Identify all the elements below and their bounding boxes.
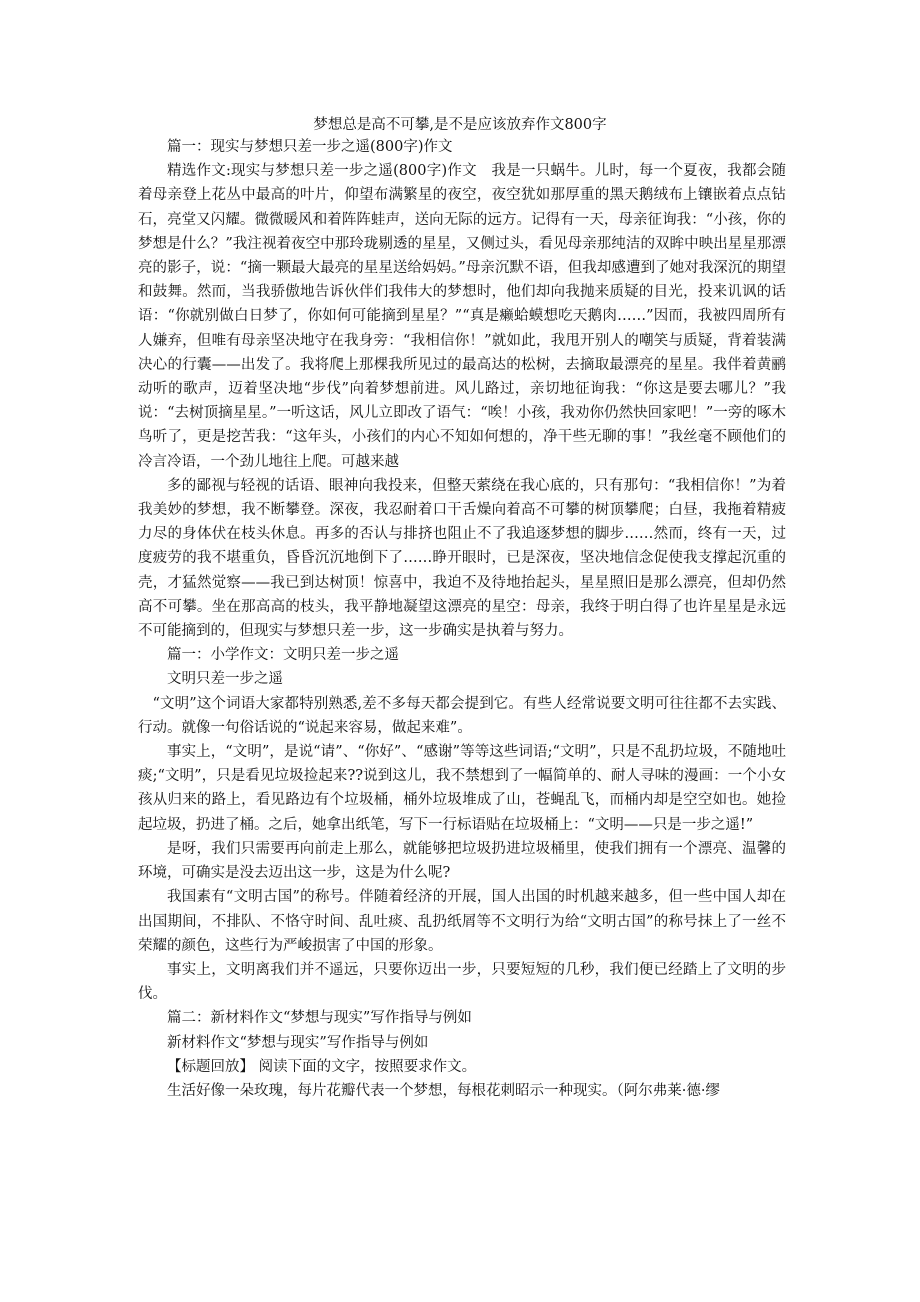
paragraph: 篇一：小学作文：文明只差一步之遥 [167, 647, 399, 664]
paragraph: 篇二：新材料作文“梦想与现实”写作指导与例如 [167, 1010, 472, 1027]
paragraph: 精选作文:现实与梦想只差一步之遥(800字)作文 我是一只蜗牛。儿时，每一个夏夜，我都会随着母亲登上花丛中最高的叶片，仰望布满繁星的夜空，夜空犹如那厚重的黑天鹅绒布上镶嵌着点点钻石，亮堂又闪耀。微微暖风和着阵阵蛙声，送向无际的远方。记得有一天，母亲征询我：“小孩，你的梦想是什么？”我注视着夜空中那玲珑剔透的星星，又侧过头，看见母亲那纯洁的双眸中映出星星那漂亮的影子，说：“摘一颗最大最亮的星星送给妈妈。”母亲沉默不语，但我却感遭到了她对我深沉的期望和鼓舞。然而，当我骄傲地告诉伙伴们我伟大的梦想时，他们却向我抛来质疑的目光，投来讥讽的话语：“你就别做白日梦了，你如何可能摘到星星？”“真是癞蛤蟆想吃天鹅肉……”因而，我被四周所有人嫌弃，但唯有母亲坚决地守在我身旁：“我相信你！”就如此，我甩开别人的嘲笑与质疑，背着装满决心的行囊——出发了。我将爬上那棵我所见过的最高达的松树，去摘取最漂亮的星星。我伴着黄鹂动听的歌声，迈着坚决地“步伐”向着梦想前进。风儿路过，亲切地征询我：“你这是要去哪儿？”我说：“去树顶摘星星。”一听这话，风儿立即改了语气：“唉！小孩，我劝你仍然快回家吧！”一旁的啄木鸟听了，更是挖苦我：“这年头，小孩们的内心不知如何想的，净干些无聊的事！”我丝毫不顾他们的冷言冷语，一个劲儿地往上爬。可越来越 [138, 163, 786, 470]
paragraph: 事实上，文明离我们并不遥远，只要你迈出一步，只要短短的几秒，我们便已经踏上了文明的步伐。 [138, 961, 786, 1003]
paragraph: 新材料作文“梦想与现实”写作指导与例如 [167, 1034, 429, 1051]
paragraph: 是呀，我们只需要再向前走上那么，就能够把垃圾扔进垃圾桶里，使我们拥有一个漂亮、温馨的环境，可确实是没去迈出这一步，这是为什么呢? [138, 840, 786, 882]
paragraph: 生活好像一朵玫瑰，每片花瓣代表一个梦想，每根花刺昭示一种现实。（阿尔弗莱·德·缪 [167, 1082, 720, 1099]
document-title: 梦想总是高不可攀,是不是应该放弃作文800字 [313, 117, 607, 133]
paragraph: 【标题回放】 阅读下面的文字，按照要求作文。 [167, 1058, 477, 1075]
paragraph: 事实上，“文明”，是说“请”、“你好”、“感谢”等等这些词语;“文明”，只是不乱扔垃圾，不随地吐痰;“文明”，只是看见垃圾捡起来??说到这儿，我不禁想到了一幅简单的、耐人寻味的漫画：一个小女孩从归来的路上，看见路边有个垃圾桶，桶外垃圾堆成了山，苍蝇乱飞，而桶内却是空空如也。她捡起垃圾，扔进了桶。之后，她拿出纸笔，写下一行标语贴在垃圾桶上：“文明——只是一步之遥!” [138, 744, 786, 833]
paragraph: 多的鄙视与轻视的话语、眼神向我投来，但整天萦绕在我心底的，只有那句：“我相信你！”为着我美妙的梦想，我不断攀登。深夜，我忍耐着口干舌燥向着高不可攀的树顶攀爬；白昼，我拖着精疲力尽的身体伏在枝头休息。再多的否认与排挤也阻止不了我追逐梦想的脚步……然而，终有一天，过度疲劳的我不堪重负，昏昏沉沉地倒下了……睁开眼时，已是深夜，坚决地信念促使我支撑起沉重的壳，才猛然觉察——我已到达树顶！惊喜中，我迫不及待地抬起头，星星照旧是那么漂亮，但却仍然高不可攀。坐在那高高的枝头，我平静地凝望这漂亮的星空：母亲，我终于明白得了也许星星是永远不可能摘到的，但现实与梦想只差一步，这一步确实是执着与努力。 [138, 477, 786, 640]
paragraph: 我国素有“文明古国”的称号。伴随着经济的开展，国人出国的时机越来越多，但一些中国人却在出国期间，不排队、不恪守时间、乱吐痰、乱扔纸屑等不文明行为给“文明古国”的称号抹上了一丝不荣耀的颜色，这些行为严峻损害了中国的形象。 [138, 889, 786, 954]
paragraph: 文明只差一步之遥 [167, 671, 283, 688]
paragraph: “文明”这个词语大家都特别熟悉,差不多每天都会提到它。有些人经常说要文明可往往都不去实践、行动。就像一句俗话说的“说起来容易，做起来难”。 [138, 695, 786, 736]
document-body [138, 135, 786, 1103]
paragraph: 篇一：现实与梦想只差一步之遥(800字)作文 [167, 139, 453, 155]
